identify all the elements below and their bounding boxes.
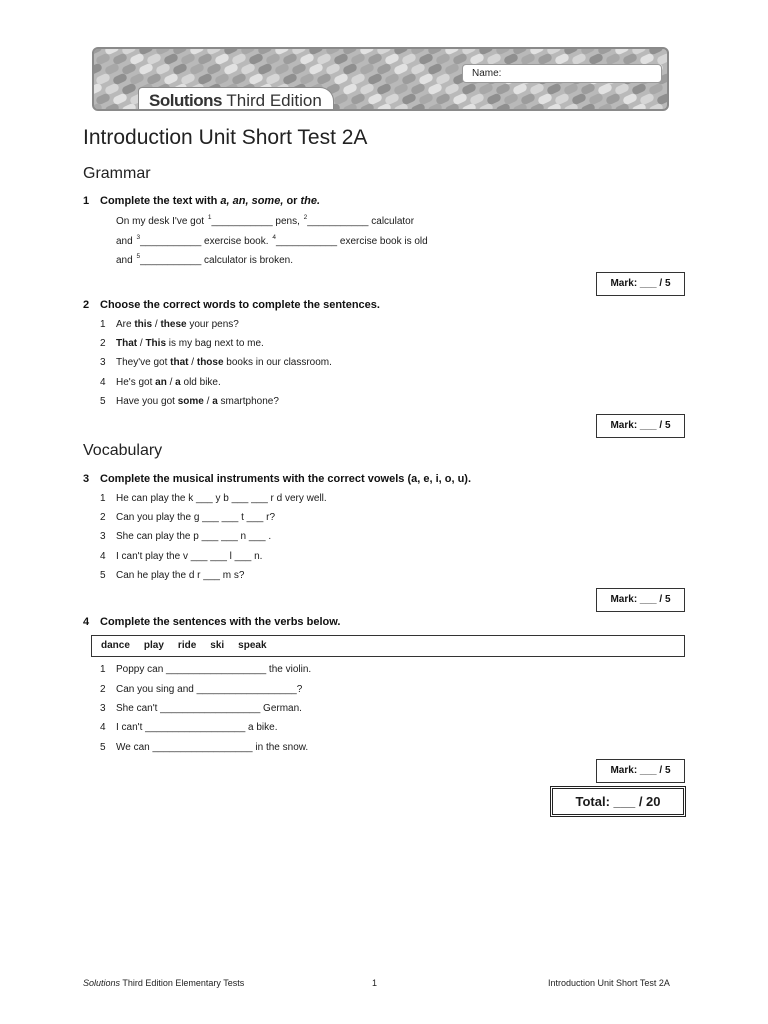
item-text: She can play the p ___ ___ n ___ .	[116, 531, 272, 542]
question-2-heading: 2 Choose the correct words to complete the sentences.	[83, 299, 380, 311]
item-text: Have you got some / a smartphone?	[116, 396, 279, 407]
verb-word: ski	[210, 640, 225, 651]
mark-box-q3: Mark: ___ / 5	[596, 588, 685, 612]
item-number: 4	[100, 722, 106, 733]
question-3-heading: 3 Complete the musical instruments with the correct vowels (a, e, i, o, u).	[83, 473, 472, 485]
section-heading-grammar: Grammar	[83, 165, 151, 182]
item-text: They've got that / those books in our classroom.	[116, 357, 332, 368]
verb-word: speak	[238, 640, 267, 651]
item-text: She can't __________________ German.	[116, 703, 302, 714]
item-text: Can you play the g ___ ___ t ___ r?	[116, 512, 276, 523]
item-number: 4	[100, 551, 106, 562]
choice-option[interactable]: those	[196, 357, 224, 368]
footer-left: Solutions Third Edition Elementary Tests	[83, 978, 245, 988]
footer-page-number: 1	[372, 978, 378, 988]
item-text: Poppy can __________________ the violin.	[116, 664, 312, 675]
choice-option[interactable]: some	[177, 396, 204, 407]
item-number: 2	[100, 338, 106, 349]
question-1-heading: 1 Complete the text with a, an, some, or the.	[83, 195, 321, 207]
item-number: 5	[100, 396, 106, 407]
choice-option[interactable]: That	[116, 338, 138, 349]
footer-right: Introduction Unit Short Test 2A	[548, 978, 670, 988]
verb-word: play	[143, 640, 164, 651]
item-text: I can't __________________ a bike.	[116, 722, 278, 733]
mark-box-q4: Mark: ___ / 5	[596, 759, 685, 783]
item-number: 3	[100, 531, 106, 542]
header-banner	[92, 47, 669, 111]
choice-option[interactable]: this	[134, 319, 153, 330]
choice-option[interactable]: these	[160, 319, 187, 330]
item-number: 1	[100, 319, 106, 330]
item-text: That / This is my bag next to me.	[116, 338, 264, 349]
name-label: Name:	[472, 68, 502, 79]
brand-logo: Solutions Third Edition	[149, 91, 322, 110]
choice-option[interactable]: a	[175, 377, 181, 388]
item-text: He's got an / a old bike.	[116, 377, 221, 388]
mark-box-q2: Mark: ___ / 5	[596, 414, 685, 438]
item-text: I can't play the v ___ ___ l ___ n.	[116, 551, 263, 562]
item-number: 5	[100, 570, 106, 581]
verb-box	[91, 635, 685, 657]
choice-option[interactable]: a	[212, 396, 218, 407]
page-title: Introduction Unit Short Test 2A	[83, 126, 368, 149]
item-text: Can you sing and __________________?	[116, 684, 303, 695]
q1-text-line: and $^3$___________ exercise book. $^4$___________ exercise book is old	[116, 234, 428, 247]
question-4-heading: 4 Complete the sentences with the verbs below.	[83, 616, 341, 628]
item-text: Are this / these your pens?	[116, 319, 239, 330]
item-number: 3	[100, 357, 106, 368]
name-field[interactable]	[462, 64, 662, 83]
item-number: 2	[100, 512, 106, 523]
item-text: We can __________________ in the snow.	[116, 742, 309, 753]
item-number: 4	[100, 377, 106, 388]
brand-tab	[138, 87, 334, 111]
q1-text-line: and $^5$___________ calculator is broken.	[116, 253, 293, 266]
total-box: Total: ___ / 20	[550, 786, 686, 817]
choice-option[interactable]: an	[155, 377, 167, 388]
item-number: 1	[100, 664, 106, 675]
item-number: 5	[100, 742, 106, 753]
item-number: 1	[100, 493, 106, 504]
mark-box-q1: Mark: ___ / 5	[596, 272, 685, 296]
item-number: 3	[100, 703, 106, 714]
verb-word: dance	[101, 640, 130, 651]
choice-option[interactable]: that	[170, 357, 189, 368]
verb-word: ride	[177, 640, 197, 651]
item-text: Can he play the d r ___ m s?	[116, 570, 245, 581]
item-number: 2	[100, 684, 106, 695]
item-text: He can play the k ___ y b ___ ___ r d very well.	[116, 493, 327, 504]
section-heading-vocabulary: Vocabulary	[83, 442, 163, 459]
choice-option[interactable]: This	[145, 338, 167, 349]
q1-text-line: On my desk I've got $^1$___________ pens, $^2$___________ calculator	[116, 214, 415, 227]
